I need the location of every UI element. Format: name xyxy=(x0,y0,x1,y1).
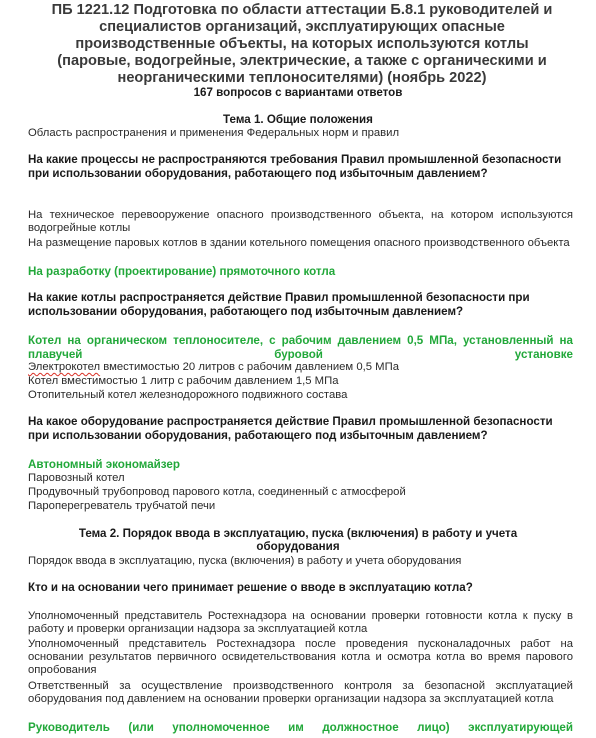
document-title: ПБ 1221.12 Подготовка по области аттестации Б.8.1 руководителей и специалистов организаций, эксплуатирующих опасные производственные объекты, на которых используются котлы (паровые, водогрейные, электрические, а также с органическими и неорганическими теплоносителями) (ноябрь 2022) xyxy=(51,2,553,86)
topic-1-description: Область распространения и применения Федеральных норм и правил xyxy=(28,127,400,139)
topic-2-title: Тема 2. Порядок ввода в эксплуатацию, пуска (включения) в работу и учета оборудования xyxy=(78,527,518,553)
topic-1-title: Тема 1. Общие положения xyxy=(223,113,373,126)
question-1: На какие процессы не распространяются требования Правил промышленной безопасности при использовании оборудования, работающего под избыточным давлением? xyxy=(28,153,562,180)
answer-2-3: Котел вместимостью 1 литр с рабочим давлением 1,5 МПа xyxy=(28,375,339,387)
answer-2-2 xyxy=(28,361,399,374)
answer-3-2: Паровозный котел xyxy=(28,472,125,484)
question-2: На какие котлы распространяется действие Правил промышленной безопасности при использовании оборудования, работающего под избыточным давлением? xyxy=(28,291,530,318)
answer-3-4: Пароперегреватель трубчатой печи xyxy=(28,500,216,512)
answer-4-4-correct: Руководитель (или уполномоченное им должностное лицо) эксплуатирующей xyxy=(28,721,573,734)
answer-2-4: Отопительный котел железнодорожного подвижного состава xyxy=(28,389,348,401)
answer-3-1-correct: Автономный экономайзер xyxy=(28,458,180,471)
answer-1-1: На техническое перевооружение опасного производственного объекта, на котором используются водогрейные котлы xyxy=(28,209,573,234)
answer-3-3: Продувочный трубопровод парового котла, соединенный с атмосферой xyxy=(28,486,406,498)
misspelled-word: Электрокотел xyxy=(28,361,101,373)
question-3: На какое оборудование распространяется действие Правил промышленной безопасности при использовании оборудования, работающего под избыточным давлением? xyxy=(28,415,553,442)
answer-4-2: Уполномоченный представитель Ростехнадзора после проведения пусконаладочных работ на основании результатов первичного освидетельствования котла и осмотра котла во время парового опробования xyxy=(28,638,573,676)
answer-4-3: Ответственный за осуществление производственного контроля за безопасной эксплуатацией оборудования под давлением на основании проверки организации надзора за эксплуатацией котла xyxy=(28,680,573,705)
answer-2-2-rest: вместимостью 20 литров с рабочим давлением 0,5 МПа xyxy=(100,361,399,373)
topic-2-description: Порядок ввода в эксплуатацию, пуска (включения) в работу и учета оборудования xyxy=(28,555,462,567)
question-4: Кто и на основании чего принимает решение о вводе в эксплуатацию котла? xyxy=(28,581,473,594)
answer-2-1-correct: Котел на органическом теплоносителе, с рабочим давлением 0,5 МПа, установленный на плавучей буровой установке xyxy=(28,334,573,361)
answer-1-3-correct: На разработку (проектирование) прямоточного котла xyxy=(28,265,336,278)
document-subtitle: 167 вопросов с вариантами ответов xyxy=(193,86,403,99)
answer-1-2: На размещение паровых котлов в здании котельного помещения опасного производственного объекта xyxy=(28,237,570,249)
answer-4-1: Уполномоченный представитель Ростехнадзора на основании проверки готовности котла к пуску в работу и проверки организации надзора за эксплуатацией котла xyxy=(28,610,573,635)
